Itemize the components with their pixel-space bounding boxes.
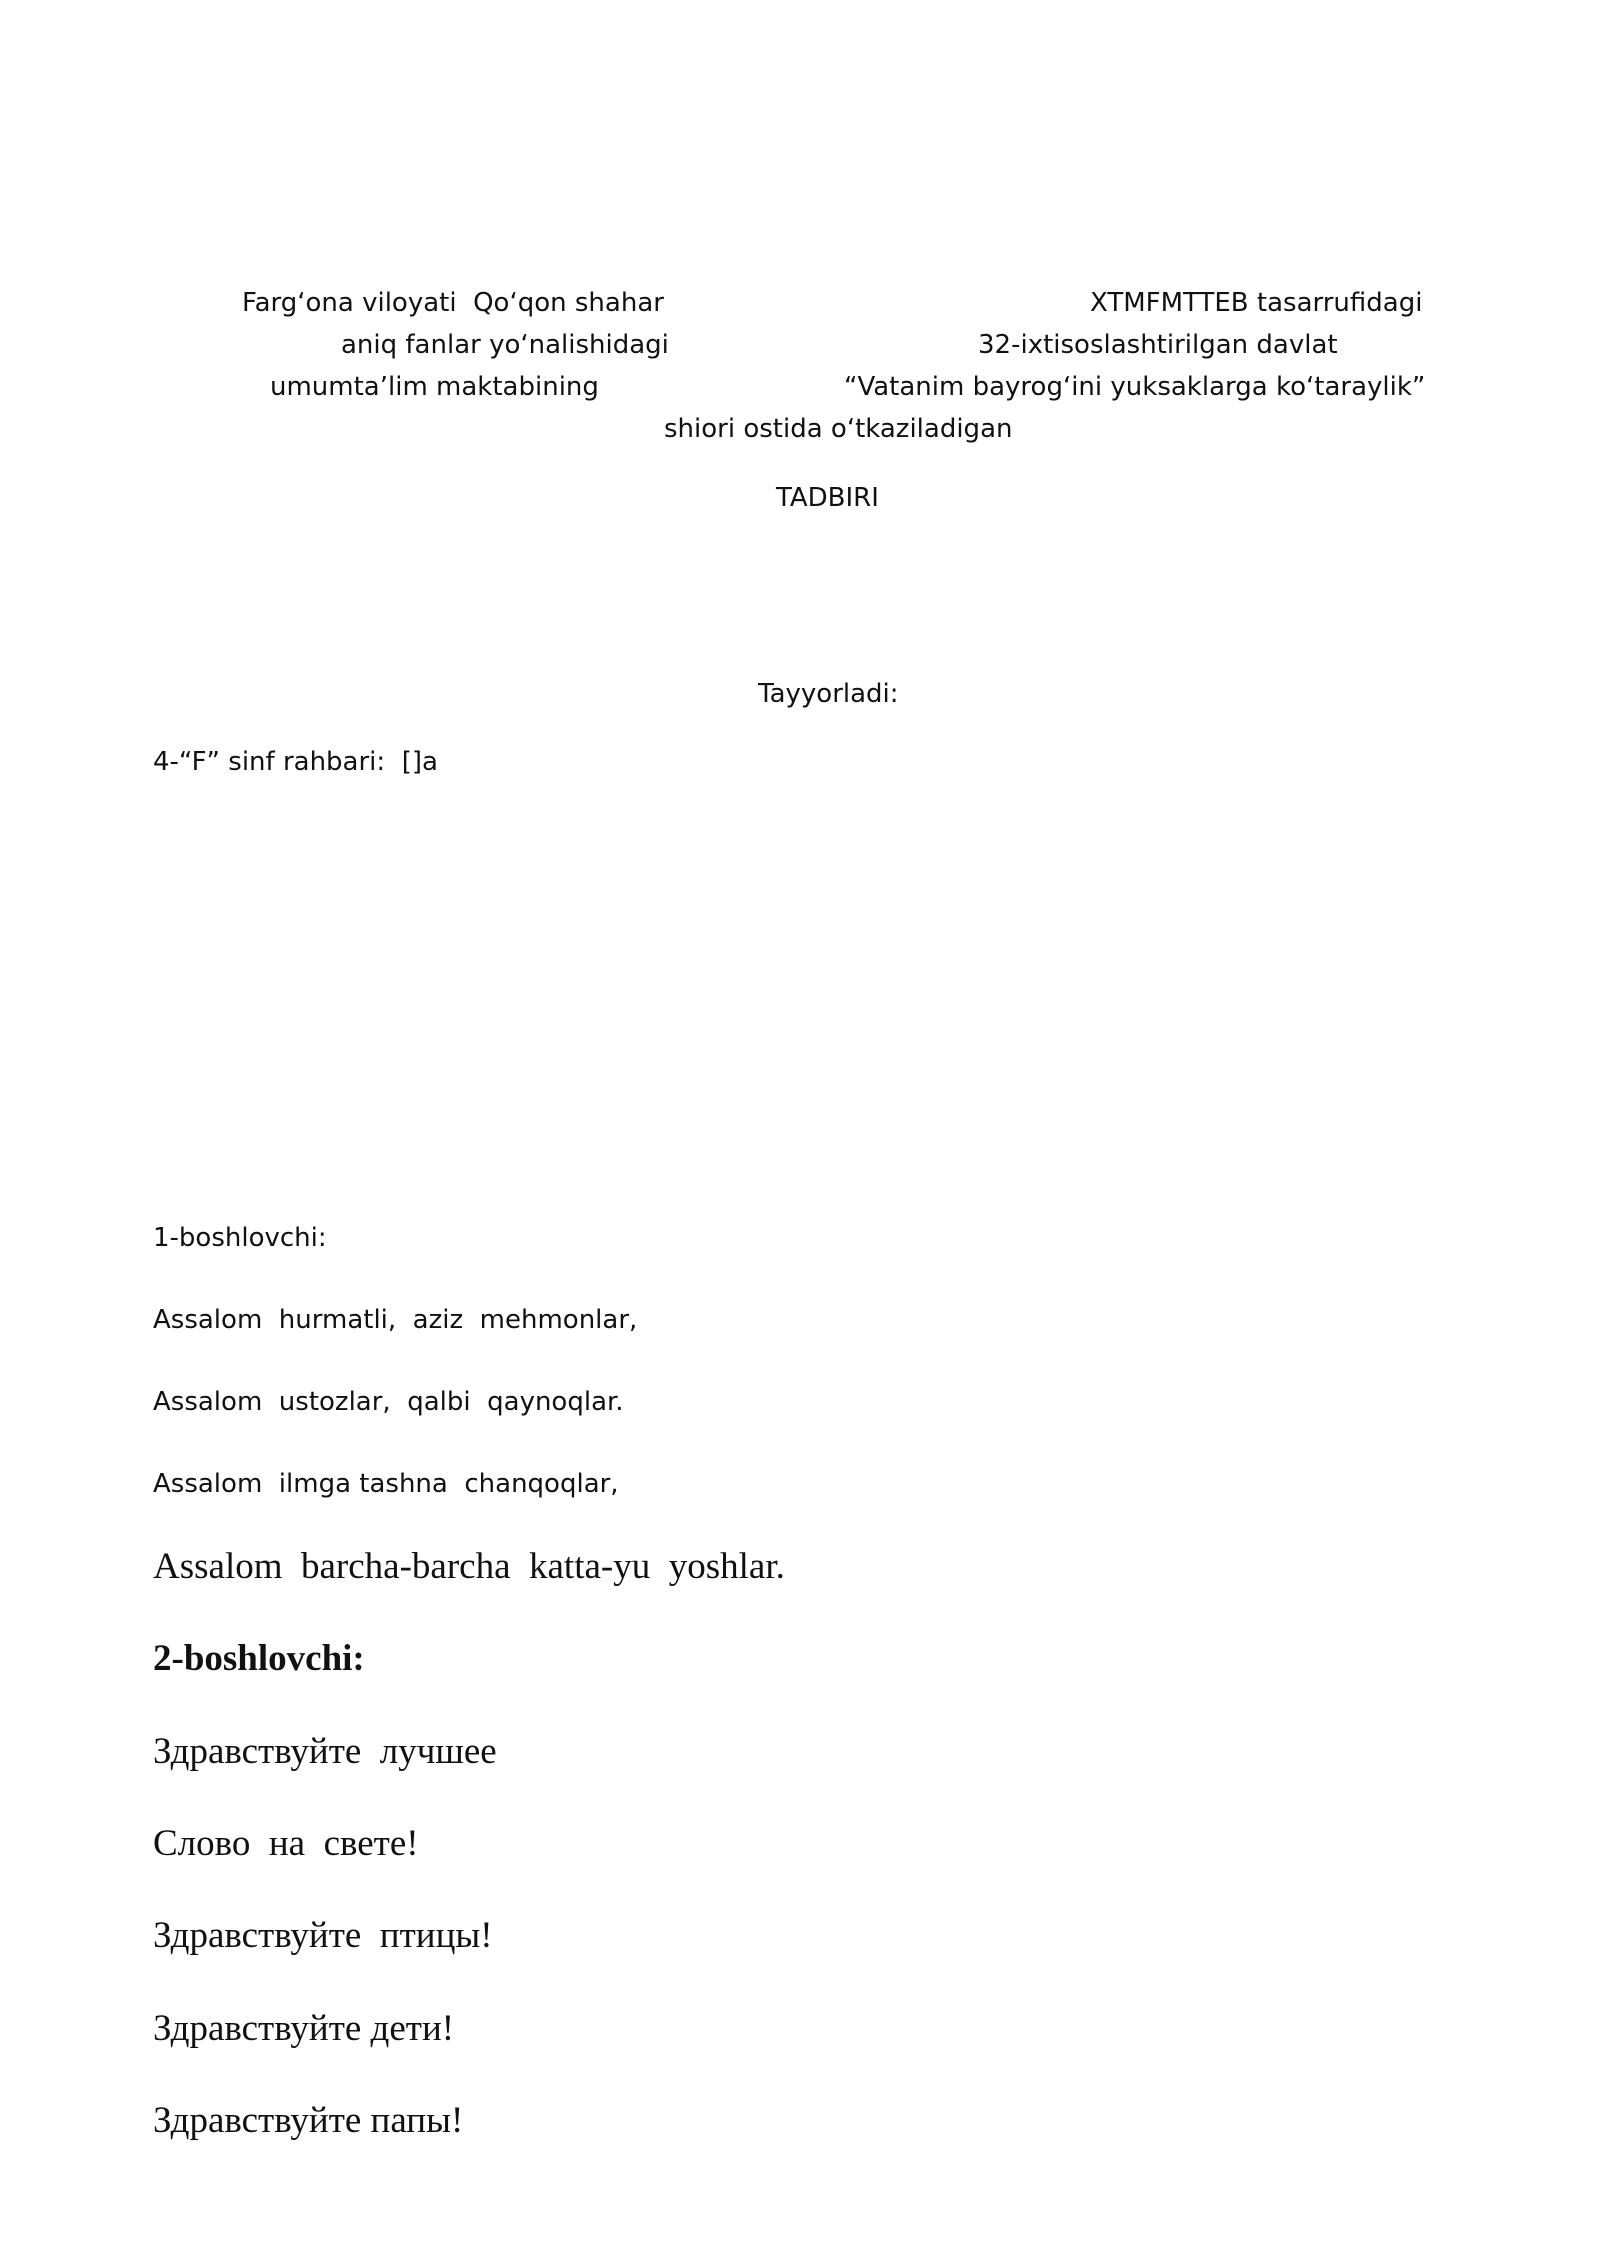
host1-big-line: Assalom barcha-barcha katta-yu yoshlar. — [153, 1546, 785, 1587]
host2-label: 2-boshlovchi: — [153, 1638, 365, 1679]
host2-line: Слово на свете! — [153, 1823, 419, 1864]
host1-label: 1-boshlovchi: — [153, 1223, 327, 1253]
host2-line: Здравствуйте дети! — [153, 2008, 455, 2049]
host2-line: Здравствуйте лучшее — [153, 1731, 497, 1772]
header-left-line3: umumta’lim maktabining — [270, 372, 599, 402]
host2-line: Здравствуйте папы! — [153, 2100, 464, 2141]
header-left-line2: aniq fanlar yo‘nalishidagi — [341, 330, 669, 360]
host1-line: Assalom ustozlar, qalbi qaynoqlar. — [153, 1387, 624, 1417]
header-right-line2: 32-ixtisoslashtirilgan davlat — [978, 330, 1338, 360]
header-right-line1: XTMFMTTEB tasarrufidagi — [1090, 288, 1423, 318]
prepared-label: Tayyorladi: — [758, 679, 899, 709]
host1-line: Assalom hurmatli, aziz mehmonlar, — [153, 1305, 638, 1335]
header-line4: shiori ostida o‘tkaziladigan — [664, 414, 1013, 444]
host2-line: Здравствуйте птицы! — [153, 1915, 493, 1956]
event-title: TADBIRI — [776, 483, 879, 513]
header-left-line1: Farg‘ona viloyati Qo‘qon shahar — [242, 288, 664, 318]
teacher-line: 4-“F” sinf rahbari: []a — [153, 747, 438, 777]
header-right-line3: “Vatanim bayrog‘ini yuksaklarga ko‘taraylik” — [844, 372, 1426, 402]
host1-line: Assalom ilmga tashna chanqoqlar, — [153, 1469, 619, 1499]
